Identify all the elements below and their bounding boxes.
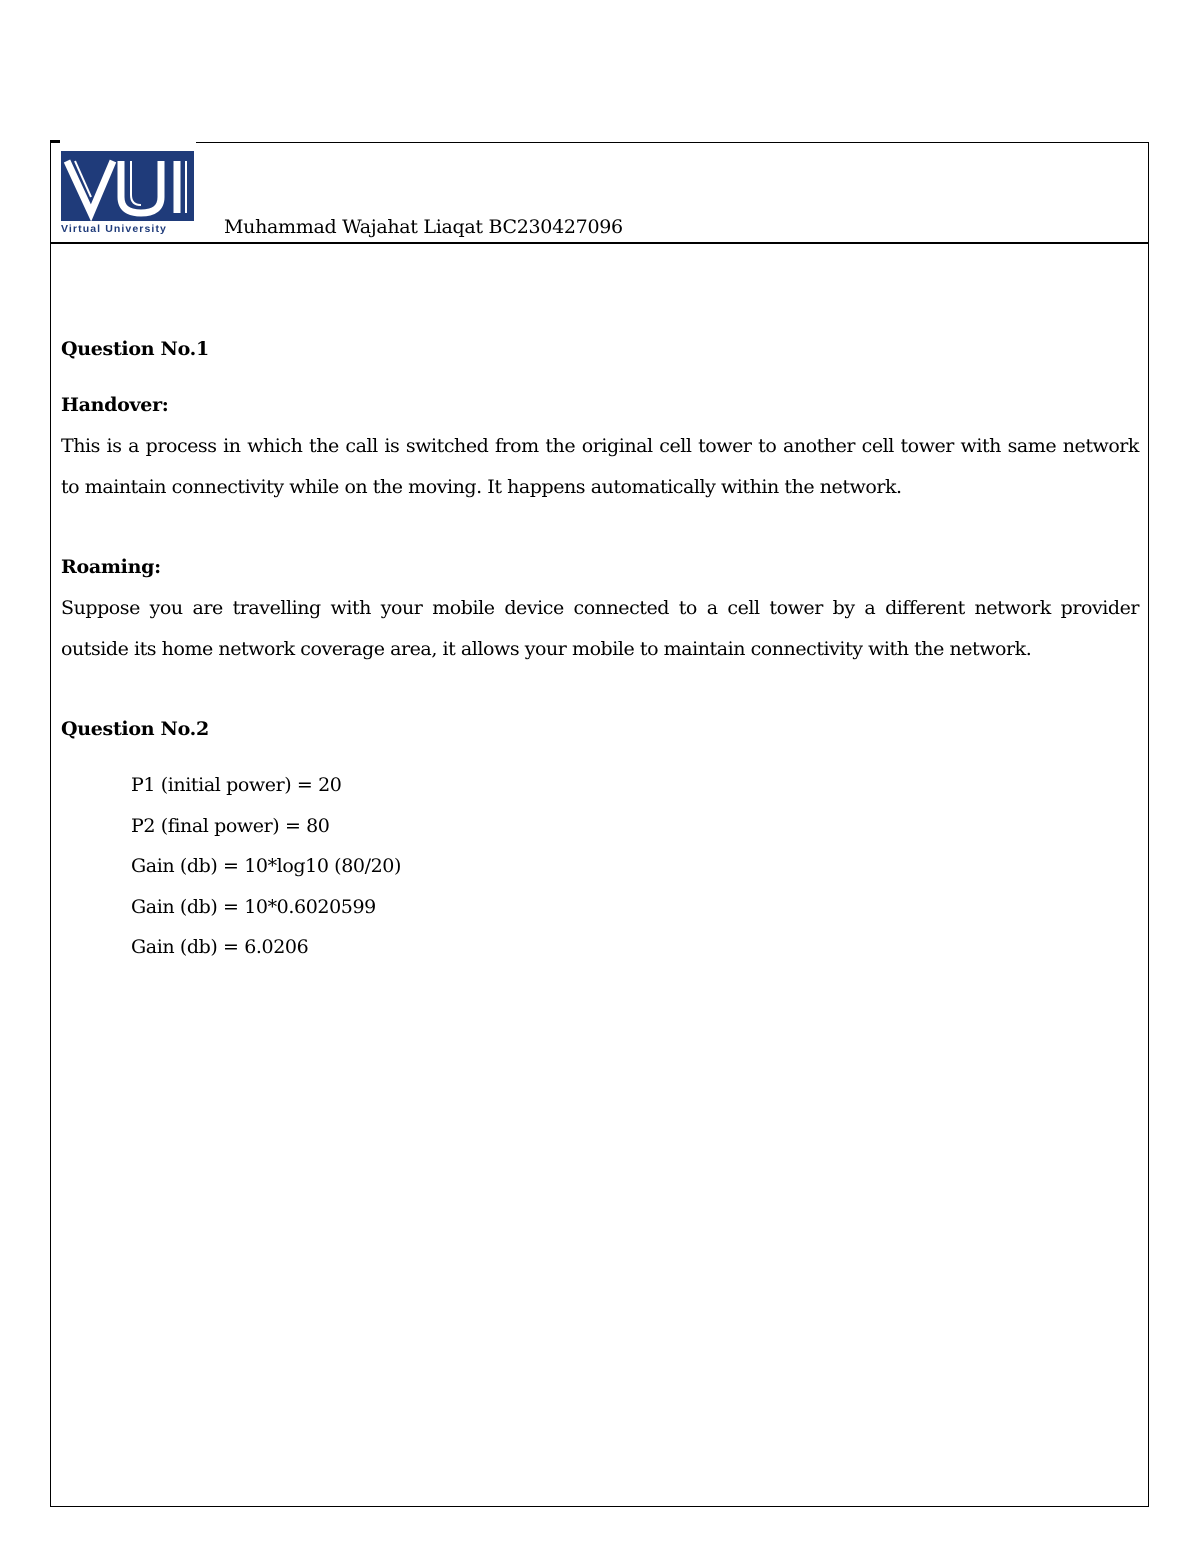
header-border-gap bbox=[60, 138, 196, 146]
question-1-title: Question No.1 bbox=[61, 338, 209, 360]
handover-label: Handover: bbox=[61, 394, 169, 416]
gain-calculation bbox=[131, 770, 401, 973]
vu-monogram-icon bbox=[61, 151, 194, 221]
vu-logo-mark bbox=[61, 151, 194, 221]
calc-line: Gain (db) = 10*log10 (80/20) bbox=[131, 855, 401, 877]
calc-line: Gain (db) = 10*0.6020599 bbox=[131, 895, 376, 918]
calc-line: Gain (db) = 6.0206 bbox=[131, 936, 309, 958]
calc-line: P1 (initial power) = 20 bbox=[131, 774, 342, 796]
calc-line: P2 (final power) = 80 bbox=[131, 814, 330, 837]
roaming-label: Roaming: bbox=[61, 556, 161, 578]
header-border-notch bbox=[50, 140, 60, 142]
question-2-title: Question No.2 bbox=[61, 718, 209, 740]
roaming-text: Suppose you are travelling with your mobile device connected to a cell tower by a different network provider outside its home network coverage area, it allows your mobile to maintain connectivity with the network. bbox=[61, 597, 1139, 660]
handover-text: This is a process in which the call is switched from the original cell tower to another cell tower with same network to maintain connectivity while on the moving. It happens automatically within the network. bbox=[61, 435, 1139, 498]
vu-logo-caption: Virtual University bbox=[61, 223, 167, 235]
student-info: Muhammad Wajahat Liaqat BC230427096 bbox=[224, 216, 623, 238]
vu-logo bbox=[61, 151, 194, 239]
header-divider bbox=[50, 242, 1149, 244]
